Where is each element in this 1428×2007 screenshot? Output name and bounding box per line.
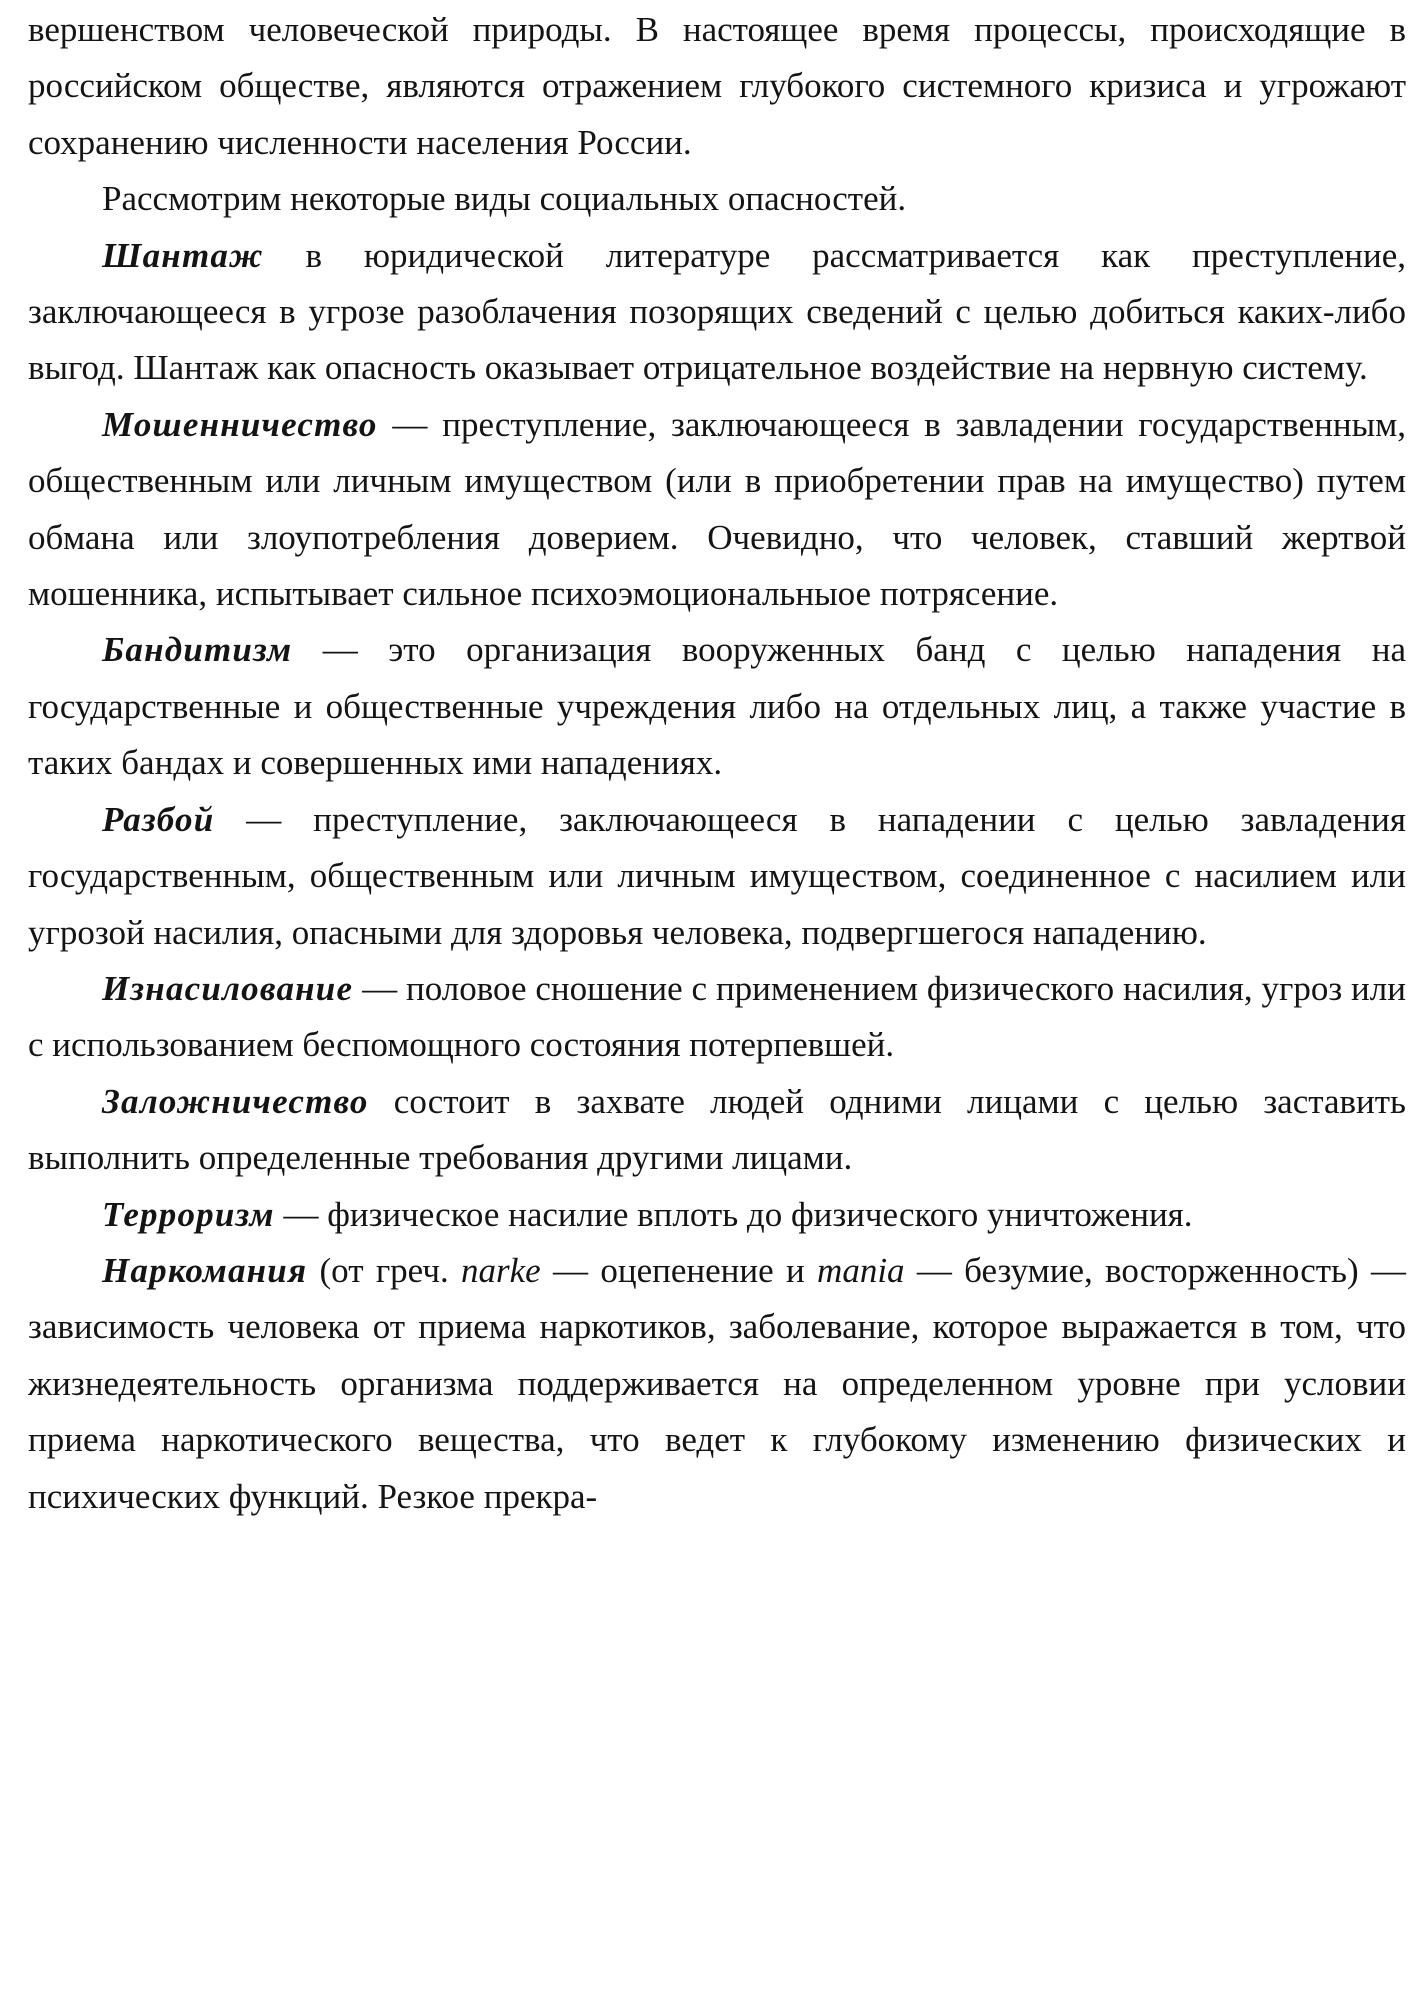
definition-text: (от греч. <box>307 1250 462 1290</box>
definition-text: — преступление, заключающееся в нападении с целью завладения государственным, общественным или личным имуществом, соединенное с насилием или угрозой насилия, опасными для здоровья человека, подвергшегося нападению. <box>28 799 1406 952</box>
definition-hostage-taking <box>28 1074 1406 1187</box>
definition-text: — оцепенение и <box>540 1250 818 1290</box>
definition-text: — физическое насилие вплоть до физического уничтожения. <box>274 1194 1193 1234</box>
intro-sentence: Рассмотрим некоторые виды социальных опасностей. <box>102 179 907 219</box>
term-blackmail: Шантаж <box>102 235 264 275</box>
definition-fraud <box>28 397 1406 623</box>
term-narcomania: Наркомания <box>102 1250 308 1290</box>
definition-text: — безумие, восторженность) — зависимость человека от приема наркотиков, заболевание, которое выражается в том, что жизнедеятельность организма поддерживается на определенном уровне при условии приема наркотического вещества, что ведет к глубокому изменению физических и психических функций. Резкое прекра- <box>28 1250 1406 1516</box>
definition-blackmail <box>28 228 1406 397</box>
definition-text: в юридической литературе рассматривается как преступление, заключающееся в угрозе разоблачения позорящих сведений с целью добиться каких-либо выгод. Шантаж как опасность оказывает отрицательное воздействие на нервную систему. <box>28 235 1406 388</box>
term-banditry: Бандитизм <box>102 630 293 670</box>
definition-text: — преступление, заключающееся в завладении государственным, общественным или личным имуществом (или в приобретении прав на имущество) путем обмана или злоупотребления доверием. Очевидно, что человек, ставший жертвой мошенника, испытывает сильное психоэмоциональныое потрясение. <box>28 404 1406 614</box>
definition-banditry <box>28 622 1406 791</box>
term-rape: Изнасилование <box>102 968 354 1008</box>
term-hostage-taking: Заложничество <box>102 1081 369 1121</box>
document-page <box>28 2 1406 1525</box>
intro-continuation: вершенством человеческой природы. В настоящее время процессы, происходящие в российском обществе, являются отражением глубокого системного кризиса и угрожают сохранению численности населения России. <box>28 10 1406 162</box>
term-terrorism: Терроризм <box>102 1194 275 1234</box>
definition-terrorism <box>28 1187 1406 1243</box>
greek-word-narke: narke <box>461 1250 541 1290</box>
definition-robbery <box>28 792 1406 961</box>
definition-narcomania <box>28 1243 1406 1525</box>
definition-rape <box>28 961 1406 1074</box>
term-robbery: Разбой <box>102 799 215 839</box>
definition-text: состоит в захвате людей одними лицами с целью заставить выполнить определенные требования другими лицами. <box>28 1081 1406 1178</box>
greek-word-mania: mania <box>817 1250 905 1290</box>
term-fraud: Мошенничество <box>102 404 378 444</box>
definition-text: — половое сношение с применением физического насилия, угроз или с использованием беспомощного состояния потерпевшей. <box>28 968 1406 1065</box>
definition-text: — это организация вооруженных банд с целью нападения на государственные и общественные учреждения либо на отдельных лиц, а также участие в таких бандах и совершенных ими нападениях. <box>28 630 1406 783</box>
